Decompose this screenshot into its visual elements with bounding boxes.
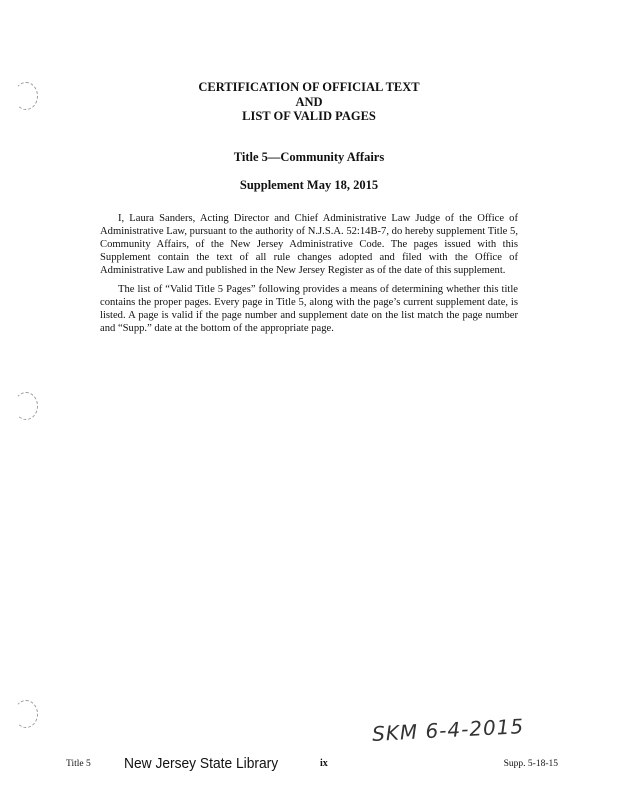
- footer-page-number: ix: [320, 758, 328, 769]
- footer-supplement-date: Supp. 5-18-15: [503, 759, 558, 769]
- certification-body: [100, 212, 518, 341]
- certification-heading: [0, 80, 618, 124]
- body-paragraph: I, Laura Sanders, Acting Director and Chief Administrative Law Judge of the Office of Administrative Law, pursuant to the authority of N.J.S.A. 52:14B-7, do hereby supplement Title 5, Community Affairs, of the New Jersey Administrative Code. The pages issued with this Supplement contain the text of all rule changes adopted and filed with the Office of Administrative Law and published in the New Jersey Register as of the date of this supplement.: [100, 213, 518, 276]
- heading-line-2: AND: [295, 94, 323, 109]
- footer-title: Title 5: [66, 759, 91, 769]
- punch-hole-mark: [14, 392, 38, 420]
- heading-line-3: LIST OF VALID PAGES: [242, 109, 376, 123]
- handwritten-initials-date: SKM 6-4-2015: [371, 714, 525, 746]
- title-heading: Title 5—Community Affairs: [233, 150, 385, 164]
- footer-library-stamp: New Jersey State Library: [124, 755, 279, 772]
- heading-line-1: CERTIFICATION OF OFFICIAL TEXT: [198, 80, 420, 94]
- body-paragraph: The list of “Valid Title 5 Pages” following provides a means of determining whether this title contains the proper pages. Every page in Title 5, along with the page’s current supplement date, is listed. A page is valid if the page number and supplement date on the list match the page number and “Supp.” date at the bottom of the appropriate page.: [100, 284, 518, 334]
- supplement-heading: Supplement May 18, 2015: [239, 178, 379, 192]
- punch-hole-mark: [14, 700, 38, 728]
